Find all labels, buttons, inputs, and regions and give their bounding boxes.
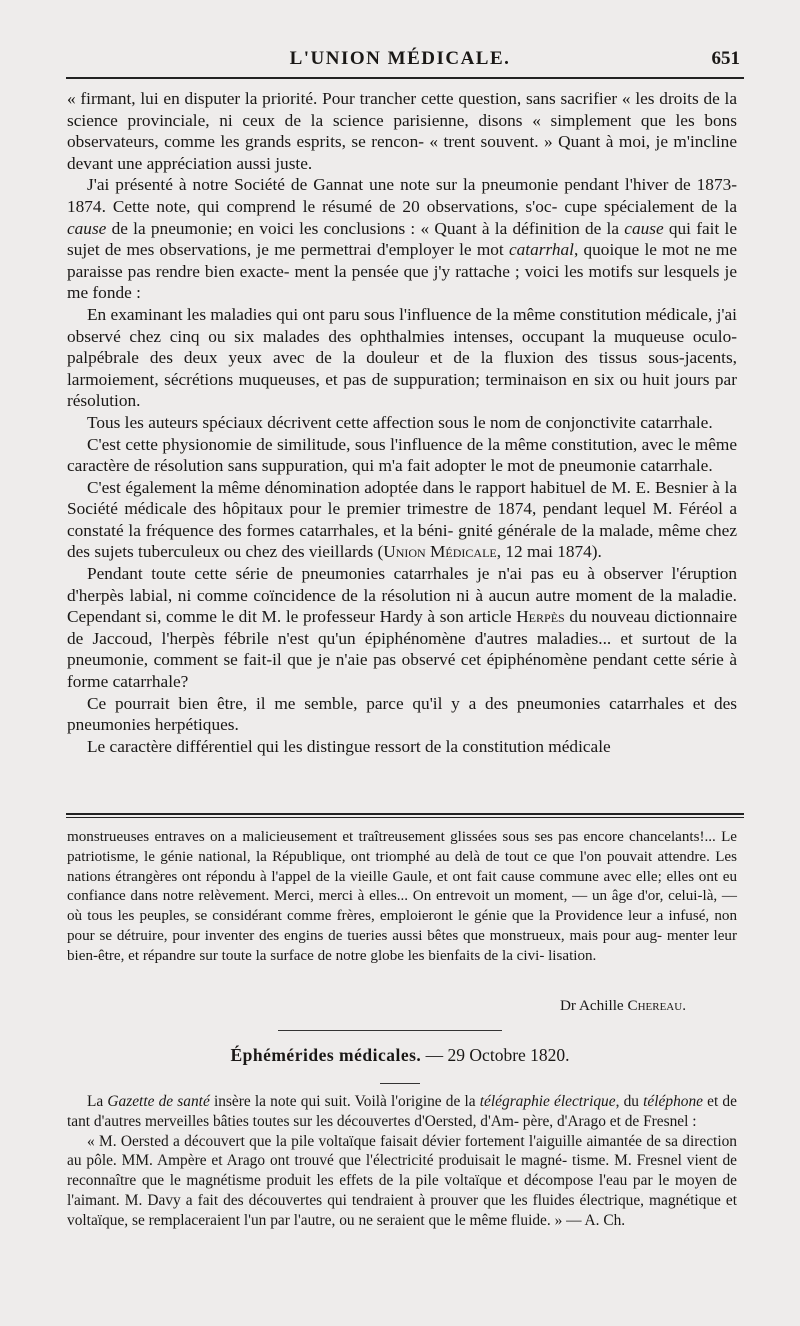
paragraph: J'ai présenté à notre Société de Gannat une note sur la pneumonie pendant l'hiver de 1873-1874. Cette note, qui comprend le résumé de 20 observations, s'oc- cupe spécialement de la cause de la pneumonie; en voici les conclusions : « Quant à la définition de la cause qui fait le sujet de mes observations, je me permettrai d'employer le mot catarrhal, quoique le mot ne me paraisse pas rendre bien exacte- ment la pensée que j'y rattache ; voici les motifs sur lesquels je me fonde : [67,175,737,303]
paragraph: Pendant toute cette série de pneumonies catarrhales je n'ai pas eu à observer l'éruption d'herpès labial, ni comme coïncidence de la résolution ni à aucun autre moment de la maladie. Cependant si, comme le dit M. le professeur Hardy à son article Herpès du nouveau dictionnaire de Jaccoud, l'herpès fébrile n'est qu'un épiphénomène d'autres maladies... et surtout de la pneumonie, comment se fait-il que je n'aie pas observé cet épiphénomène pendant cette série à forme catarrhale? [67,564,737,692]
ephemerides-intro: La Gazette de santé insère la note qui suit. Voilà l'origine de la télégraphie électrique, du téléphone et de tant d'autres merveilles bâties toutes sur les découvertes d'Oersted, d'Am- père, d'Arago et de Fresnel : [67,1093,737,1130]
paragraph: Ce pourrait bien être, il me semble, parce qu'il y a des pneumonies catarrhales et des pneumonies herpétiques. [67,693,737,735]
feuilleton-paragraph: monstrueuses entraves on a malicieusement et traîtreusement glissées sous ses pas encore chancelants!... Le patriotisme, le génie national, la République, ont triomphé au delà de tout ce que l'on pouvait attendre. Les nations étrangères ont répondu à l'appel de la vieille Gaule, et ont fait cause commune avec elle; elles ont eu confiance dans notre relèvement. Merci, merci à elles... On entrevoit un moment, — un âge d'or, celui-là, — où tous les peuples, se considérant comme frères, emploieront le génie que la Providence leur a infusé, non pour se détruire, pour inventer des engins de tueries aussi bêtes que monstrueux, mais pour aug- menter leur bien-être, et répandre sur toute la surface de notre globe les bienfaits de la civi- lisation. [67,829,737,964]
paragraph: Tous les auteurs spéciaux décrivent cette affection sous le nom de conjonctivite catarrhale. [87,412,713,432]
feuilleton-rule [66,813,744,815]
signature: Dr Achille Chereau. [559,997,686,1014]
paragraph: C'est cette physionomie de similitude, sous l'influence de la même constitution, avec le même caractère de résolution sans suppuration, qui m'a fait adopter le mot de pneumonie catarrhale. [67,434,737,476]
section-divider [278,1030,502,1031]
page-number: 651 [711,48,740,69]
header-rule [66,77,744,79]
section-date: — 29 Octobre 1820. [421,1045,570,1065]
paragraph: « firmant, lui en disputer la priorité. Pour trancher cette question, sans sacrifier « les droits de la science provinciale, ni ceux de la science parisienne, disons « simplement que les bons observateurs, comme les grands esprits, se rencon- « trent souvent. » Quant à moi, je m'incline devant une appréciation aussi juste. [67,89,737,173]
section-title [60,1045,740,1066]
feuilleton-rule-thin [66,817,744,818]
feuilleton-text [67,828,737,967]
section-title-label: Éphémérides médicales. [230,1045,422,1065]
ephemerides-quote: « M. Oersted a découvert que la pile voltaïque faisait dévier fortement l'aiguille aimantée de sa direction au pôle. MM. Ampère et Arago ont trouvé que l'électricité produisait le magné- tisme. M. Fresnel vient de reconnaître que le magnétisme produit les effets de la pile voltaïque et décompose l'eau par le moyen de l'aimant. M. Davy a fait des découvertes qui tendraient à prouver que les fluides électrique, magnétique et voltaïque, se remplaceraient l'un par l'autre, ou ne seraient que le même fluide. » — A. Ch. [67,1132,737,1229]
paragraph: En examinant les maladies qui ont paru sous l'influence de la même constitution médicale, j'ai observé chez cinq ou six malades des ophthalmies intenses, occupant la muqueuse oculo-palpébrale des deux yeux avec de la douleur et de la fluxion des tissus sous-jacents, larmoiement, sécrétions muqueuses, et pas de suppuration; terminaison en six ou huit jours par résolution. [67,304,737,411]
section-title-rule [380,1083,420,1084]
paragraph: Le caractère différentiel qui les distingue ressort de la constitution médicale [87,736,611,756]
paragraph: C'est également la même dénomination adoptée dans le rapport habituel de M. E. Besnier à la Société médicale des hôpitaux pour le premier trimestre de 1874, pendant lequel M. Féréol a constaté la fréquence des formes catarrhales, et la béni- gnité générale de la malade, même chez des sujets tuberculeux ou chez des vieillards (Union Médicale, 12 mai 1874). [67,477,737,562]
page-header [60,44,740,74]
running-title: L'UNION MÉDICALE. [289,48,511,69]
ephemerides-body [67,1092,737,1231]
article-body [67,88,737,757]
